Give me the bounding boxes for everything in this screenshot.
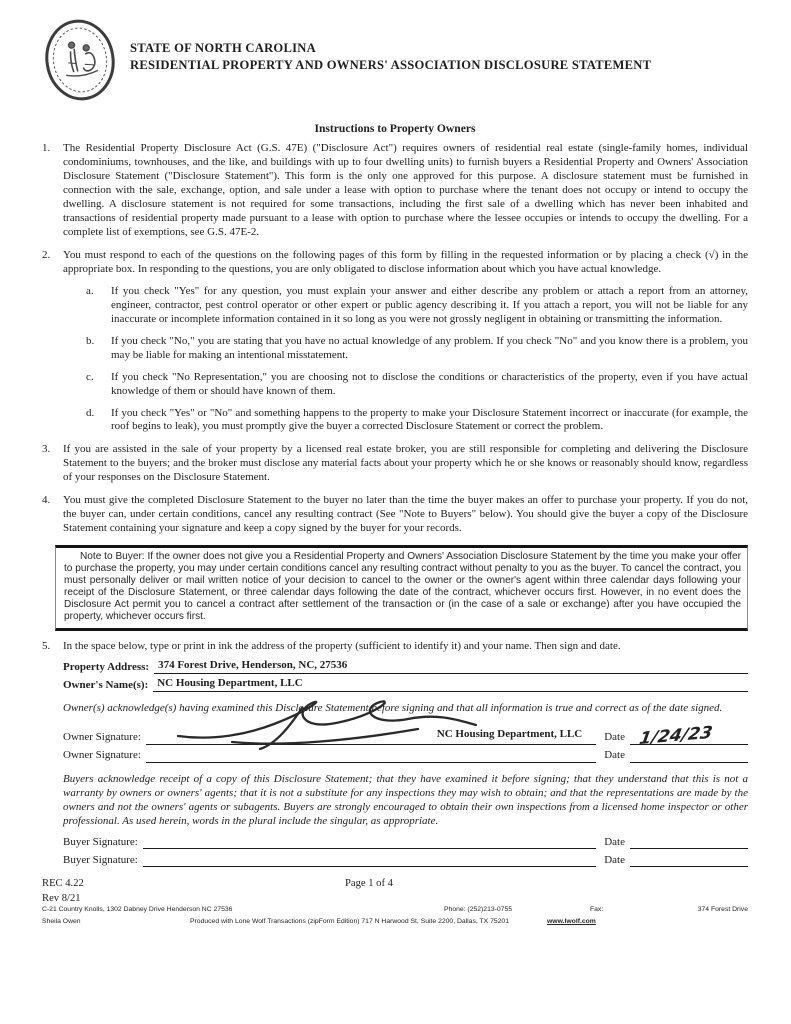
subitem-text: If you check "Yes" for any question, you must explain your answer and either describe any problem or attach a report from an attorney, engineer, contractor, pest control operator or other expert or public agency describing it. If you attach a report, you will not be liable for any inaccurate or incomplete information contained in it so long as you were not grossly negligent in obtaining or transmitting the information. — [111, 284, 748, 325]
title-block — [130, 13, 651, 74]
subitem-text: If you check "Yes" or "No" and something happens to the property to make your Disclosure Statement incorrect or inaccurate (for example, the roof begins to leak), you must promptly give the buyer a corrected Disclosure Statement or correct the problem. — [111, 406, 748, 433]
item-text: You must give the completed Disclosure Statement to the buyer no later than the time the buyer makes an offer to purchase your property. If you do not, the buyer can, under certain conditions, cancel any resulting contract (See "Note to Buyers" below). You should give the buyer a copy of the Disclosure Statement containing your signature and keep a copy signed by the buyer for your records. — [63, 494, 748, 535]
nc-state-seal-icon — [42, 15, 118, 105]
instruction-item-5 — [42, 640, 748, 654]
buyer-signature-1-field[interactable] — [143, 834, 596, 849]
subitem-text: If you check "No Representation," you are choosing not to disclose the conditions or characteristics of the property, even if you have actual knowledge of them or should have known of them. — [111, 370, 748, 397]
owner-signature-row-1 — [63, 723, 748, 750]
revision-number: Rev 8/21 — [42, 892, 81, 904]
office-phone: Phone: (252)213-0755 — [444, 905, 513, 913]
subitem-letter: a. — [86, 284, 94, 297]
subitem-letter: d. — [86, 406, 95, 419]
owner-date-1-label: Date — [604, 731, 625, 744]
buyer-signature-1-label: Buyer Signature: — [63, 835, 138, 848]
item-number: 4. — [42, 494, 51, 507]
owner-signature-1-field[interactable] — [146, 730, 596, 745]
owner-signature-row-2 — [63, 748, 748, 763]
instruction-item-4 — [42, 494, 748, 536]
form-number: REC 4.22 — [42, 877, 84, 889]
item-number: 1. — [42, 142, 51, 154]
owner-date-2-field[interactable] — [630, 748, 748, 763]
instructions-heading: Instructions to Property Owners — [314, 122, 476, 135]
state-title: STATE OF NORTH CAROLINA — [130, 41, 316, 55]
instruction-item-3 — [42, 443, 748, 485]
instruction-item-2 — [42, 249, 748, 435]
instruction-subitem-d — [86, 407, 748, 435]
subitem-letter: b. — [86, 334, 95, 347]
subitem-text: If you check "No," you are stating that you have no actual knowledge of any problem. If you check "No" and you know there is a problem, you may be liable for making an intentional misstatement. — [111, 334, 748, 361]
owner-name-field[interactable] — [153, 677, 748, 692]
owner-name-label: Owner's Name(s): — [63, 679, 149, 692]
software-website-link: www.lwolf.com — [547, 917, 596, 925]
owner-signature-2-label: Owner Signature: — [63, 749, 141, 762]
item-number: 2. — [42, 248, 51, 261]
item-body — [63, 249, 748, 435]
owner-name-row — [63, 677, 748, 692]
property-address-field[interactable] — [154, 659, 748, 674]
item-number: 5. — [42, 640, 51, 653]
brokerage-office: C-21 Country Knolls, 1302 Dabney Drive Henderson NC 27536 — [42, 905, 233, 913]
note-to-buyer-box: Note to Buyer: If the owner does not give you a Residential Property and Owners' Association Disclosure Statement by the time you make your offer to purchase the property, you may under certain conditions cancel any resulting contract without penalty to you as the buyer. To cancel the contract, you must personally deliver or mail written notice of your decision to cancel to the owner or the owner's agent within three calendar days following your receipt of the Disclosure Statement, or three calendar days following the date of the contract, whichever occurs first. However, in no event does the Disclosure Act permit you to cancel a contract after settlement of the transaction or (in the case of a sale or exchange) after you have occupied the property, whichever occurs first. — [55, 545, 748, 631]
software-credit: Produced with Lone Wolf Transactions (zipForm Edition) 717 N Harwood St, Suite 2200, Dallas, TX 75201 — [190, 917, 509, 925]
owner-signature-1-label: Owner Signature: — [63, 731, 141, 744]
owner-date-1-field[interactable] — [630, 723, 748, 750]
owner-signature-printed-name: NC Housing Department, LLC — [436, 728, 583, 741]
footer-row — [42, 878, 748, 892]
instruction-subitem-a — [86, 285, 748, 327]
buyer-signature-row-2 — [63, 852, 748, 867]
owner-date-handwritten: 1/24/23 — [637, 723, 714, 750]
instruction-item-1 — [42, 142, 748, 240]
office-fax: Fax: — [590, 905, 604, 913]
buyer-date-1-field[interactable] — [630, 834, 748, 849]
owner-name-value: NC Housing Department, LLC — [157, 677, 303, 690]
property-address-value: 374 Forest Drive, Henderson, NC, 27536 — [158, 659, 348, 672]
buyer-acknowledgment-text: Buyers acknowledge receipt of a copy of this Disclosure Statement; that they have examined it before signing; that they understand that this is not a warranty by owners or owners' agents; that it is not a substitute for any inspections they may wish to obtain; and that the representations are made by the owners and not the owners' agents or subagents. Buyers are strongly encouraged to obtain their own inspections from a licensed home inspector or other professional. As used herein, words in the plural include the singular, as appropriate. — [63, 772, 748, 828]
item-text: The Residential Property Disclosure Act (G.S. 47E) ("Disclosure Act") requires owners of residential real estate (single-family homes, individual condominiums, townhouses, and the like, and buildings with up to four dwelling units) to furnish buyers a Residential Property and Owners' Association Disclosure Statement ("Disclosure Statement"). This form is the only one approved for this purpose. A disclosure statement must be furnished in connection with the sale, exchange, option, and sale under a lease with option to purchase where the tenant does not occupy or intend to occupy the dwelling. A disclosure statement is not required for some transactions, including the first sale of a dwelling which has never been inhabited and transactions of residential property made pursuant to a lease with option to purchase where the lessee occupies or intends to occupy the dwelling. For a complete list of exemptions, see G.S. 47E-2. — [63, 142, 748, 238]
owner-signature-2-field[interactable] — [146, 748, 596, 763]
document-header — [42, 13, 748, 110]
buyer-signature-row-1 — [63, 834, 748, 849]
agent-name: Sheila Owen — [42, 917, 81, 925]
owner-acknowledgment-text: Owner(s) acknowledge(s) having examined this Disclosure Statement before signing and that all information is true and correct as of the date signed. — [63, 702, 723, 715]
buyer-date-1-label: Date — [604, 835, 625, 848]
page-indicator: Page 1 of 4 — [345, 877, 393, 889]
owner-date-2-label: Date — [604, 749, 625, 762]
item-text: You must respond to each of the questions on the following pages of this form by filling in the requested information or by placing a check (√) in the appropriate box. In responding to the questions, you are only obligated to disclose information about which you have actual knowledge. — [63, 248, 748, 275]
property-address-row — [63, 659, 748, 674]
footer-fineprint-line-1 — [42, 906, 748, 916]
item-text: If you are assisted in the sale of your property by a licensed real estate broker, you are still responsible for completing and delivering the Disclosure Statement to the buyers; and the broker must disclose any material facts about your property which he or she knows or reasonably should know, regardless of your responses on the Disclosure Statement. — [63, 443, 748, 484]
property-address-label: Property Address: — [63, 661, 150, 674]
item-number: 3. — [42, 443, 51, 456]
instruction-subitem-b — [86, 335, 748, 363]
subitem-letter: c. — [86, 370, 94, 383]
buyer-signature-2-label: Buyer Signature: — [63, 853, 138, 866]
buyer-date-2-label: Date — [604, 853, 625, 866]
instruction-subitem-c — [86, 371, 748, 399]
form-title: RESIDENTIAL PROPERTY AND OWNERS' ASSOCIATION DISCLOSURE STATEMENT — [130, 58, 652, 72]
buyer-date-2-field[interactable] — [630, 852, 748, 867]
nc-state-seal — [42, 15, 118, 110]
buyer-signature-2-field[interactable] — [143, 852, 596, 867]
file-reference: 374 Forest Drive — [697, 905, 748, 913]
footer-fineprint-line-2 — [42, 918, 748, 928]
item-text: In the space below, type or print in ink the address of the property (sufficient to identify it) and your name. Then sign and date. — [63, 640, 621, 653]
